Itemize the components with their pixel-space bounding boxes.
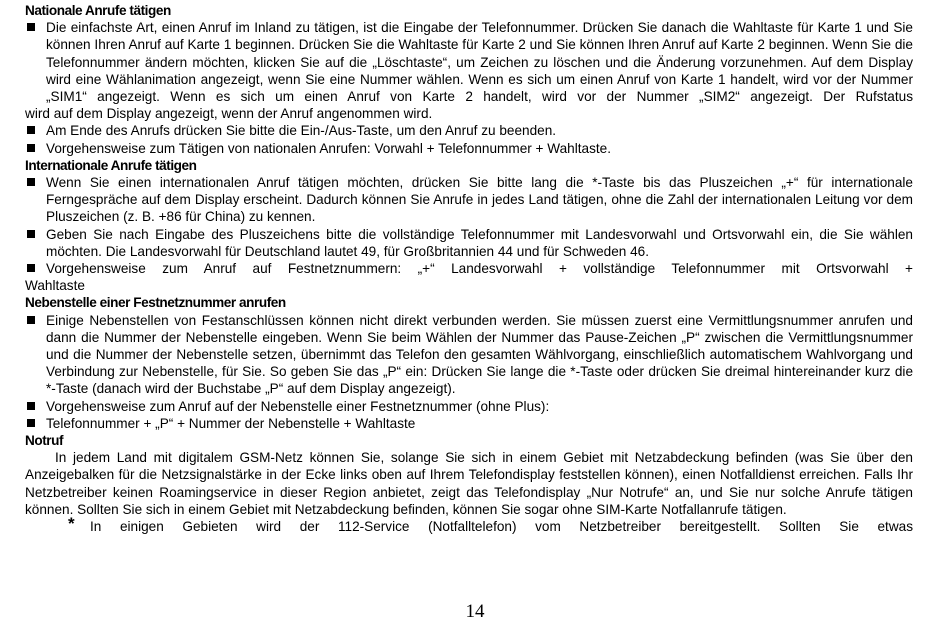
bullet-extension-procedure: Vorgehensweise zum Anruf auf der Nebenstelle einer Festnetznummer (ohne Plus): bbox=[25, 398, 913, 415]
asterisk-marker: * bbox=[68, 514, 75, 534]
section-heading-national-calls: Nationale Anrufe tätigen bbox=[25, 3, 171, 18]
bullet-national-dialing-continued: wird auf dem Display angezeigt, wenn der Anruf angenommen wird. bbox=[25, 106, 433, 122]
bullet-extension-pause: Einige Nebenstellen von Festanschlüssen können nicht direkt verbunden werden. Sie müssen zuerst eine Vermittlungsnummer anrufen und dann die Nummer der Nebenstelle eingeben. Wenn Sie beim Wählen der Nummer das Pause-Zeichen „P“ zwischen die Vermittlungsnummer und die Nummer der Nebenstelle setzen, übernimmt das Telefon den gesamten Wählvorgang, einschließlich automatischem Wahlvorgang und Verbindung zur Nebenstelle, für Sie. So geben Sie das „P“ ein: Drücken Sie lange die *-Taste oder drücken Sie dreimal hintereinander kurz die *-Taste (danach wird der Buchstabe „P“ auf dem Display angezeigt). bbox=[25, 312, 913, 398]
bullet-international-plus: Wenn Sie einen internationalen Anruf tätigen möchten, drücken Sie bitte lang die *-Taste bis das Pluszeichen „+“ für internationale Ferngespräche auf dem Display erscheint. Dadurch können Sie Anrufe in jedes Land tätigen, ohne die Zahl der internationalen Leitung vor dem Pluszeichen (z. B. +86 für China) zu kennen. bbox=[25, 174, 913, 226]
emergency-paragraph: In jedem Land mit digitalem GSM-Netz können Sie, solange Sie sich in einem Gebiet mit Netzabdeckung befinden (was Sie über den Anzeigebalken für die Netzsignalstärke in der Ecke links oben auf Ihrem Telefondisplay feststellen können), einen Notfalldienst erreichen. Falls Ihr Netzbetreiber keinen Roamingservice in dieser Region anbietet, zeigt das Telefondisplay „Nur Notrufe“ an, und Sie nur solche Anrufe tätigen können. Sollten Sie sich in einem Gebiet mit Netzabdeckung befinden, können Sie sogar ohne SIM-Karte Notfallanrufe tätigen. bbox=[25, 450, 913, 517]
bullet-landline-procedure-continued: Wahltaste bbox=[25, 278, 85, 294]
bullet-landline-procedure: Vorgehensweise zum Anruf auf Festnetznummern: „+“ Landesvorwahl + vollständige Telefonnummer mit Ortsvorwahl + bbox=[25, 260, 913, 277]
emergency-note bbox=[25, 514, 913, 535]
emergency-note-text: In einigen Gebieten wird der 112-Service (Notfalltelefon) vom Netzbetreiber bereitgestellt. Sollten Sie etwas bbox=[90, 519, 913, 535]
bullet-national-procedure: Vorgehensweise zum Tätigen von nationalen Anrufen: Vorwahl + Telefonnummer + Wahltaste. bbox=[25, 140, 913, 157]
bullet-national-dialing: Die einfachste Art, einen Anruf im Inland zu tätigen, ist die Eingabe der Telefonnummer. Drücken Sie danach die Wahltaste für Karte 1 und Sie können Ihren Anruf auf Karte 1 beginnen. Drücken Sie die Wahltaste für Karte 2 und Sie können Ihren Anruf auf Karte 2 beginnen. Wenn Sie die Telefonnummer ändern möchten, klicken Sie auf die „Löschtaste“, um Zeichen zu löschen und die Änderung vorzunehmen. Auf dem Display wird eine Wählanimation angezeigt, wenn Sie eine Nummer wählen. Wenn es sich um einen Anruf von Karte 1 handelt, wird vor der Nummer „SIM1“ angezeigt. Wenn es sich um einen Anruf von Karte 2 handelt, wird vor der Nummer „SIM2“ angezeigt. Der Rufstatus bbox=[25, 19, 913, 105]
section-heading-international-calls: Internationale Anrufe tätigen bbox=[25, 157, 197, 173]
bullet-country-codes: Geben Sie nach Eingabe des Pluszeichens bitte die vollständige Telefonnummer mit Landesvorwahl und Ortsvorwahl ein, die Sie wählen möchten. Die Landesvorwahl für Deutschland lautet 49, für Großbritannien 44 und für Schweden 46. bbox=[25, 226, 913, 260]
bullet-end-call: Am Ende des Anrufs drücken Sie bitte die Ein-/Aus-Taste, um den Anruf zu beenden. bbox=[25, 122, 913, 139]
section-heading-extension-calls: Nebenstelle einer Festnetznummer anrufen bbox=[25, 295, 286, 311]
section-heading-emergency: Notruf bbox=[25, 433, 64, 449]
bullet-extension-format: Telefonnummer + „P“ + Nummer der Nebenstelle + Wahltaste bbox=[25, 415, 913, 432]
manual-page bbox=[25, 2, 913, 535]
page-number: 14 bbox=[465, 601, 485, 622]
